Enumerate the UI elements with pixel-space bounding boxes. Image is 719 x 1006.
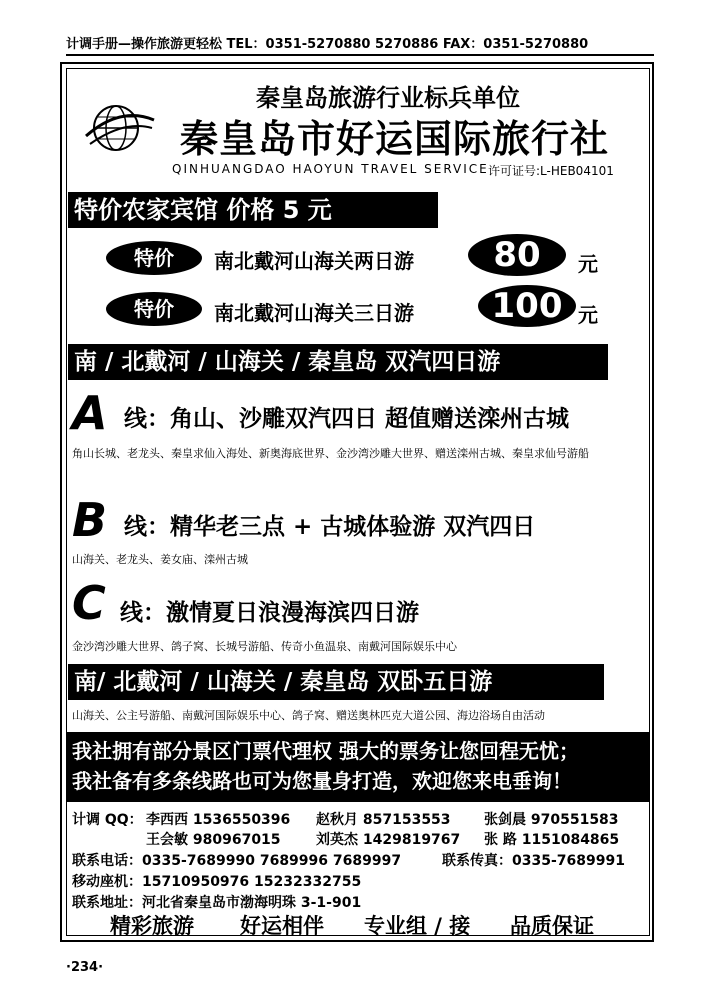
section-description: 山海关、公主号游船、南戴河国际娱乐中心、鸽子窝、赠送奥林匹克大道公园、海边浴场自由活动	[72, 709, 545, 722]
qq-contact: 李西西 1536550396	[146, 812, 291, 828]
company-english-name: QINHUANGDAO HAOYUN TRAVEL SERVICE	[172, 162, 489, 176]
section-title-bar	[68, 664, 604, 700]
page-number: ·234·	[66, 960, 104, 975]
globe-logo-icon	[84, 100, 156, 156]
special-item-desc: 南北戴河山海关两日游	[214, 249, 414, 273]
route-title: 线：精华老三点 + 古城体验游 双汽四日	[124, 513, 536, 540]
special-item-price-value: 100	[491, 286, 563, 326]
special-item-price	[478, 285, 576, 327]
promo-line: 我社备有多条线路也可为您量身打造，欢迎您来电垂询！	[72, 769, 572, 793]
company-subtitle: 秦皇岛旅游行业标兵单位	[256, 84, 520, 112]
promo-line: 我社拥有部分景区门票代理权 强大的票务让您回程无忧；	[72, 739, 579, 763]
special-item-unit: 元	[578, 303, 598, 327]
route-title: 线：激情夏日浪漫海滨四日游	[120, 599, 419, 626]
section-title-bar	[68, 344, 608, 380]
qq-contact: 张剑晨 970551583	[484, 812, 619, 828]
slogan-item: 好运相伴	[240, 914, 324, 938]
special-item-price-value: 80	[493, 235, 541, 275]
slogan-item: 专业组 / 接	[364, 914, 471, 938]
route-description: 角山长城、老龙头、秦皇求仙入海处、新奥海底世界、金沙湾沙雕大世界、赠送滦州古城、秦皇求仙号游船	[72, 447, 589, 460]
company-logo	[84, 100, 156, 156]
route-title: 线：角山、沙雕双汽四日 超值赠送滦州古城	[124, 405, 570, 432]
license-number: 许可证号:L-HEB04101	[488, 164, 614, 178]
company-name: 秦皇岛市好运国际旅行社	[180, 116, 610, 161]
special-badge-label: 特价	[134, 297, 174, 321]
special-item-price	[468, 234, 566, 276]
special-item-unit: 元	[578, 252, 598, 276]
route-letter: B	[72, 493, 108, 547]
special-price-title	[68, 192, 438, 228]
section-title-text: 南/ 北戴河 / 山海关 / 秦皇岛 双卧五日游	[74, 669, 493, 695]
promo-box	[66, 732, 650, 802]
qq-contact: 张 路 1151084865	[484, 832, 620, 848]
header-contact-line: 计调手册—操作旅游更轻松 TEL：0351-5270880 5270886 FAX：0351-5270880	[66, 33, 654, 56]
special-item-desc: 南北戴河山海关三日游	[214, 301, 414, 325]
route-description: 山海关、老龙头、姜女庙、滦州古城	[72, 553, 248, 566]
address: 联系地址：河北省秦皇岛市渤海明珠 3-1-901	[72, 895, 362, 911]
route-letter: C	[72, 576, 106, 630]
qq-contact: 赵秋月 857153553	[316, 812, 451, 828]
special-badge	[106, 292, 202, 326]
mobile-numbers: 移动座机：15710950976 15232332755	[72, 874, 362, 890]
qq-contact: 刘英杰 1429819767	[316, 832, 461, 848]
slogan-item: 精彩旅游	[110, 914, 194, 938]
special-badge	[106, 241, 202, 275]
fax-number: 联系传真：0335-7689991	[442, 853, 625, 869]
slogan-item: 品质保证	[510, 914, 594, 938]
qq-contact: 王会敏 980967015	[146, 832, 281, 848]
section-title-text: 南 / 北戴河 / 山海关 / 秦皇岛 双汽四日游	[74, 349, 501, 375]
special-badge-label: 特价	[134, 246, 174, 270]
route-description: 金沙湾沙雕大世界、鸽子窝、长城号游船、传奇小鱼温泉、南戴河国际娱乐中心	[72, 640, 457, 653]
qq-label: 计调 QQ：	[72, 812, 143, 828]
route-letter: A	[72, 386, 108, 440]
phone-numbers: 联系电话：0335-7689990 7689996 7689997	[72, 853, 402, 869]
special-price-title-text: 特价农家宾馆 价格 5 元	[74, 196, 332, 224]
